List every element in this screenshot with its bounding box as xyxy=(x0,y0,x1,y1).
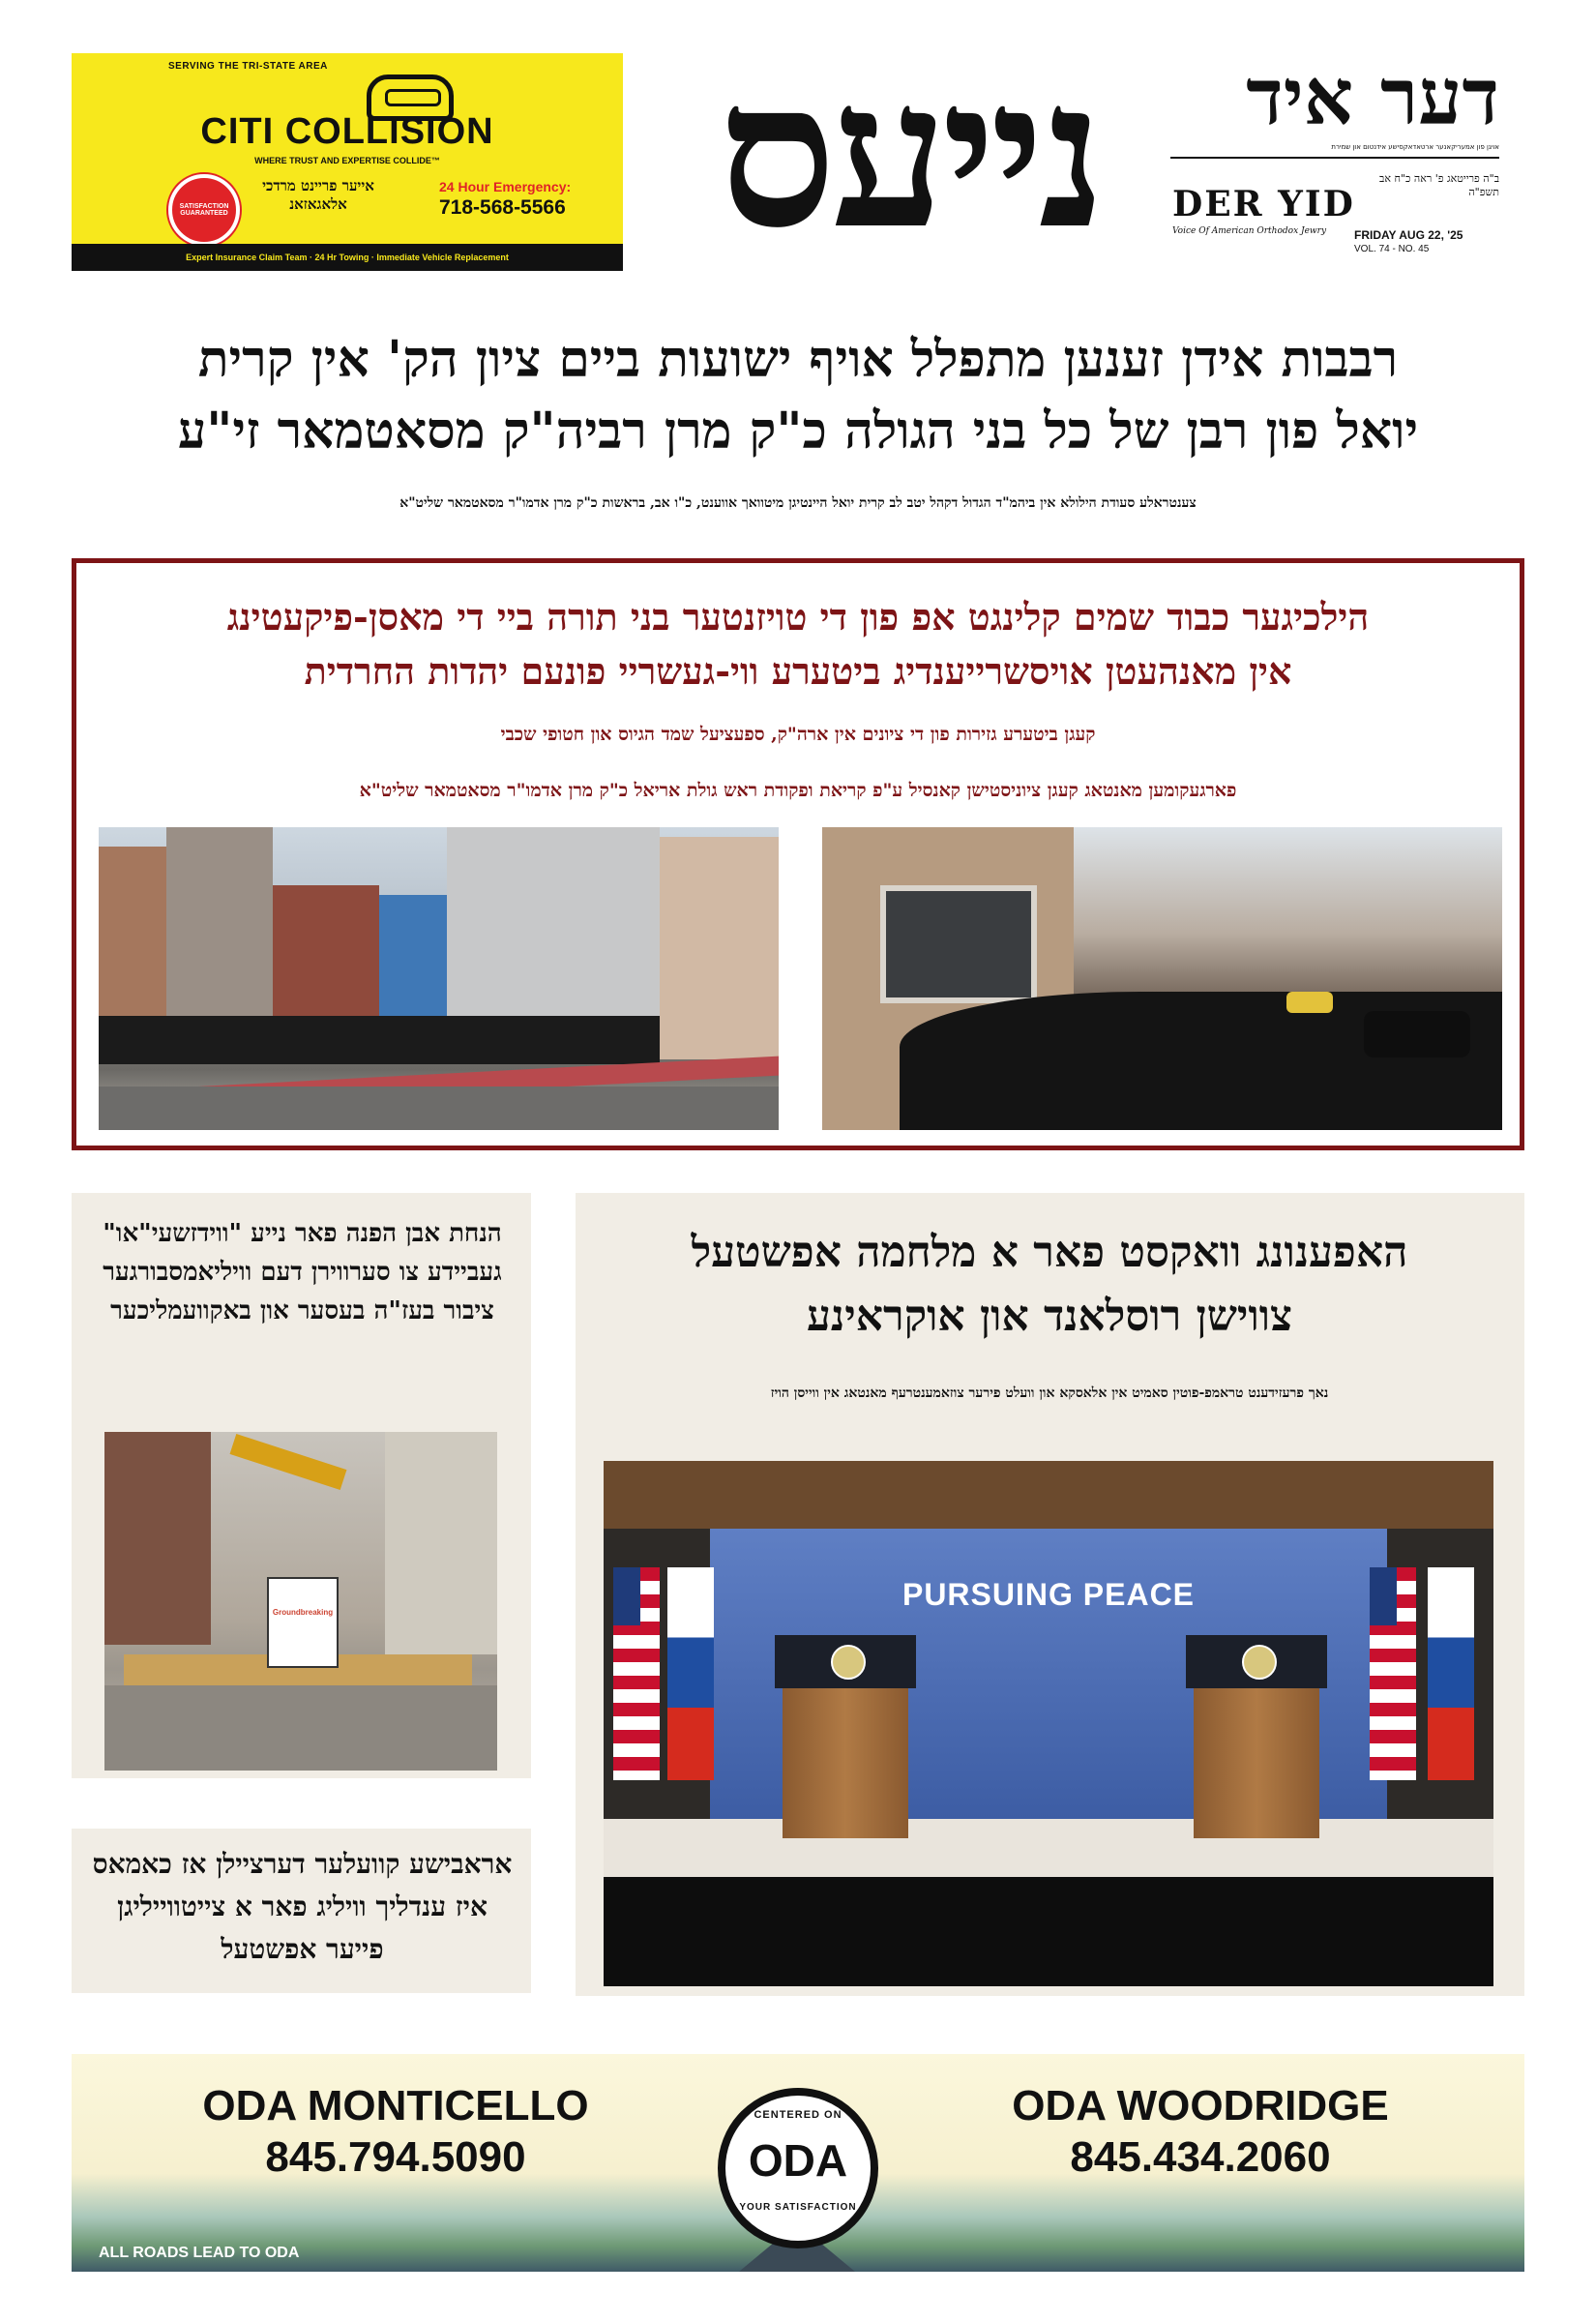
ad-hebrew-name: אייער פריינט מרדכי אלאגאזאנ xyxy=(262,177,374,213)
summit-stage-photo[interactable] xyxy=(604,1461,1493,1986)
crowd xyxy=(99,1016,660,1064)
masthead-divider xyxy=(1170,157,1499,159)
window xyxy=(880,885,1037,1003)
story-subhead-2: פארגעקומען מאנטאג קעגן ציוניסטישן קאנסיל ע"פ קריאת ופקודת ראש גולת אריאל כ"ק מרן אדמו"ר מסאטמאר שליט"א xyxy=(359,780,1237,801)
russia-flag xyxy=(667,1567,714,1780)
us-flag xyxy=(613,1567,660,1780)
russia-flag xyxy=(1428,1567,1474,1780)
oda-tagline: ALL ROADS LEAD TO ODA xyxy=(99,2245,300,2261)
protest-street-photo[interactable] xyxy=(99,827,779,1130)
groundbreaking-photo[interactable] xyxy=(104,1432,497,1771)
brick-building xyxy=(104,1432,211,1645)
citi-collision-ad[interactable] xyxy=(72,53,623,271)
podium-right xyxy=(1194,1635,1319,1838)
stage-floor xyxy=(604,1819,1493,1877)
presidential-seal-icon xyxy=(831,1645,866,1680)
building xyxy=(660,837,779,1059)
english-date: FRIDAY AUG 22, '25 xyxy=(1354,228,1463,242)
backdrop-text-a: PURSUING xyxy=(901,1577,1074,1612)
ad-phone[interactable]: 718-568-5566 xyxy=(439,196,566,219)
main-headline[interactable] xyxy=(68,324,1528,467)
left-story-2-headline[interactable]: אראבישע קוועלער דערציילן אז כאמאס איז ענדליך וויליג פאר א צייטווייליגן פייער אפשטעל xyxy=(92,1848,513,1965)
building xyxy=(385,1432,497,1654)
oda-woodridge-phone[interactable]: 845.434.2060 xyxy=(1070,2133,1331,2181)
der-yid-tagline: Voice Of American Orthodox Jewry xyxy=(1172,226,1327,236)
ad-footer: Expert Insurance Claim Team · 24 Hr Towing · Immediate Vehicle Replacement xyxy=(72,244,623,271)
ad-emergency-label: 24 Hour Emergency: xyxy=(439,179,572,194)
left-story-1-headline[interactable]: הנחת אבן הפנה פאר נייע "ווידזשעי"או" געביידע צו סערווירן דעם וויליאמסבורגער ציבור בעז"ה בעסער און באקוועמליכער xyxy=(103,1219,502,1325)
story-headline-line1: הילכיגער כבוד שמים קלינגט אפ פון די טויזנטער בני תורה ביי די מאסן-פיקעטינג xyxy=(226,595,1370,639)
ceiling xyxy=(604,1461,1493,1529)
gravel xyxy=(104,1685,497,1771)
backdrop-text xyxy=(710,1577,1387,1613)
volume-number: VOL. 74 - NO. 45 xyxy=(1354,244,1430,254)
right-headline-line2: צווישן רוסלאנד און אוקראינע xyxy=(806,1292,1293,1341)
oda-woodridge-name: ODA WOODRIDGE xyxy=(1012,2082,1389,2129)
ad-tagline: WHERE TRUST AND EXPERTISE COLLIDE™ xyxy=(254,156,440,165)
right-feature-headline[interactable] xyxy=(590,1221,1509,1349)
hebrew-date: ב"ה פרייטאג פ' ראה כ"ח אב תשפ"ה xyxy=(1379,172,1499,198)
story-headline[interactable] xyxy=(87,590,1509,699)
ad-brand: CITI COLLISION xyxy=(200,111,494,152)
story-subhead-1: קעגן ביטערע גזירות פון די ציונים אין ארה"ק, ספעציעל שמד הגיוס און חטופי שכבי xyxy=(500,724,1096,745)
main-headline-line2: יואל פון רבן של כל בני הגולה כ"ק מרן רביה"ק מסאטמאר זי"ע xyxy=(177,402,1419,461)
car xyxy=(1364,1011,1470,1057)
presidential-seal-icon xyxy=(1242,1645,1277,1680)
oda-badge-icon xyxy=(718,2088,878,2248)
satisfaction-seal-icon: SATISFACTION GUARANTEED xyxy=(168,174,240,246)
story-headline-line2: אין מאנהעטן אויסשרייענדיג ביטערע ווי-געשריי פונעם יהדות החרדית xyxy=(304,649,1292,693)
groundbreaking-sign-text: Groundbreaking xyxy=(272,1608,334,1617)
backdrop-text-b: PEACE xyxy=(1082,1577,1196,1612)
badge-top-text: CENTERED ON xyxy=(754,2109,842,2121)
us-flag xyxy=(1370,1567,1416,1780)
paper-name-main: נייעס xyxy=(718,35,1101,274)
protest-crowd-photo[interactable] xyxy=(822,827,1502,1130)
der-yid-logo: DER YID xyxy=(1172,184,1355,224)
oda-monticello-phone[interactable]: 845.794.5090 xyxy=(265,2133,526,2181)
main-subhead: צענטראלע סעודת הילולא אין ביהמ"ד הגדול דקהל יטב לב קרית יואל היינטיגן מיטוואך אווענט, כ"ו אב, בראשות כ"ק מרן אדמו"ר מסאטמאר שליט"א xyxy=(399,495,1197,511)
road xyxy=(99,1087,779,1130)
badge-bottom-text: YOUR SATISFACTION xyxy=(739,2202,857,2213)
podium-left xyxy=(783,1635,908,1838)
stage-skirt xyxy=(604,1877,1493,1986)
right-feature-subhead: נאך פרעזידענט טראמפ-פוטין סאמיט אין אלאסקא און וועלט פירער צוזאמענטרעף מאנטאג אין ווייסן הויז xyxy=(770,1385,1329,1401)
ad-serving-text: SERVING THE TRI-STATE AREA xyxy=(168,61,328,72)
paper-name-top: דער איד xyxy=(1246,51,1499,142)
paper-subline: אויגן פון אמעריקאנער ארטאדאקסישע אידנטום און שמירת xyxy=(1331,143,1499,151)
main-headline-line1: רבבות אידן זענען מתפלל אויף ישועות ביים ציון הק' אין קרית xyxy=(197,330,1399,389)
excavator-arm xyxy=(230,1434,347,1490)
groundbreaking-sign xyxy=(267,1577,339,1668)
oda-monticello-name: ODA MONTICELLO xyxy=(202,2082,589,2129)
right-headline-line1: האפענונג וואקסט פאר א מלחמה אפשטעל xyxy=(691,1228,1408,1277)
taxi xyxy=(1286,992,1333,1013)
oda-logo: ODA xyxy=(748,2135,848,2186)
